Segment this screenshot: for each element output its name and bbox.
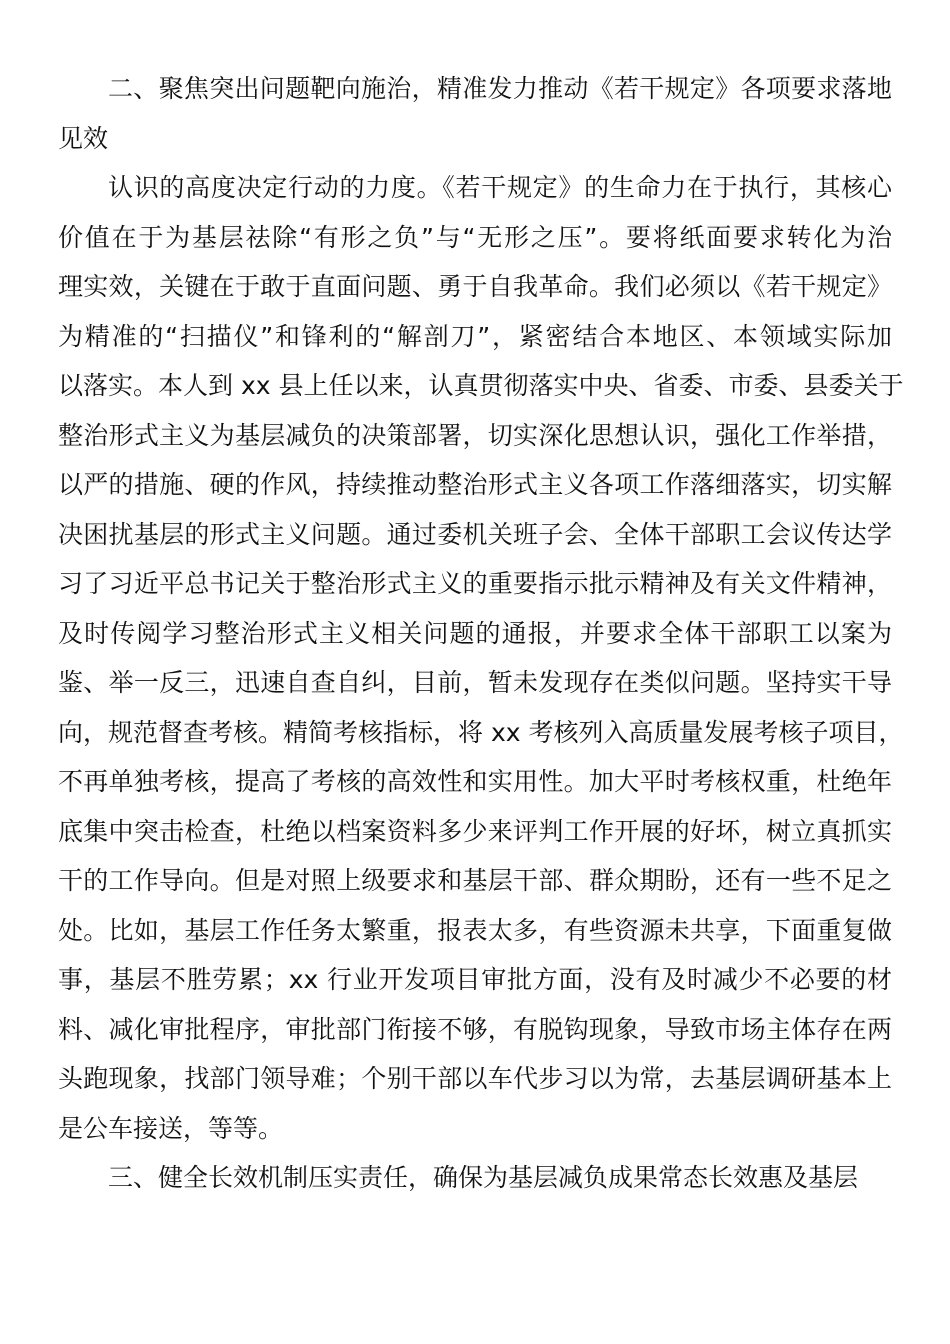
body-line: 价值在于为基层祛除“有形之负”与“无形之压”。要将纸面要求转化为治 bbox=[58, 222, 892, 252]
body-line: 事，基层不胜劳累；xx 行业开发项目审批方面，没有及时减少不必要的材 bbox=[58, 965, 892, 994]
body-line: 底集中突击检查，杜绝以档案资料多少来评判工作开展的好坏，树立真抓实 bbox=[58, 816, 892, 846]
body-line: 干的工作导向。但是对照上级要求和基层干部、群众期盼，还有一些不足之 bbox=[58, 866, 892, 895]
heading-line: 二、聚焦突出问题靶向施治，精准发力推动《若干规定》各项要求落地 bbox=[108, 74, 892, 103]
body-line: 及时传阅学习整治形式主义相关问题的通报，并要求全体干部职工以案为 bbox=[58, 618, 892, 648]
body-line: 决困扰基层的形式主义问题。通过委机关班子会、全体干部职工会议传达学 bbox=[58, 519, 892, 549]
document-page bbox=[58, 64, 904, 1203]
body-line: 为精准的“扫描仪”和锋利的“解剖刀”，紧密结合本地区、本领域实际加 bbox=[58, 321, 892, 351]
body-line: 理实效，关键在于敢于直面问题、勇于自我革命。我们必须以《若干规定》 bbox=[58, 272, 892, 301]
heading-line: 三、健全长效机制压实责任，确保为基层减负成果常态长效惠及基层 bbox=[108, 1163, 859, 1192]
body-line: 料、减化审批程序，审批部门衔接不够，有脱钩现象，导致市场主体存在两 bbox=[58, 1014, 892, 1044]
section-two-heading bbox=[58, 64, 892, 163]
body-line: 认识的高度决定行动的力度。《若干规定》的生命力在于执行，其核心 bbox=[108, 173, 892, 202]
body-paragraph bbox=[58, 163, 904, 1153]
body-line: 以落实。本人到 xx 县上任以来，认真贯彻落实中央、省委、市委、县委关于 bbox=[58, 371, 904, 400]
heading-line: 见效 bbox=[58, 123, 109, 153]
body-line: 鉴、举一反三，迅速自查自纠，目前，暂未发现存在类似问题。坚持实干导 bbox=[58, 668, 892, 697]
body-line: 习了习近平总书记关于整治形式主义的重要指示批示精神及有关文件精神， bbox=[58, 569, 892, 598]
body-line: 整治形式主义为基层减负的决策部署，切实深化思想认识，强化工作举措， bbox=[58, 420, 892, 450]
body-line: 以严的措施、硬的作风，持续推动整治形式主义各项工作落细落实，切实解 bbox=[58, 470, 892, 499]
section-three-heading bbox=[58, 1153, 892, 1203]
body-line: 处。比如，基层工作任务太繁重，报表太多，有些资源未共享，下面重复做 bbox=[58, 915, 892, 945]
body-line: 不再单独考核，提高了考核的高效性和实用性。加大平时考核权重，杜绝年 bbox=[58, 767, 892, 796]
body-line: 头跑现象，找部门领导难；个别干部以车代步习以为常，去基层调研基本上 bbox=[58, 1064, 892, 1093]
body-line: 向，规范督查考核。精简考核指标，将 xx 考核列入高质量发展考核子项目， bbox=[58, 717, 904, 747]
body-line: 是公车接送，等等。 bbox=[58, 1113, 284, 1143]
